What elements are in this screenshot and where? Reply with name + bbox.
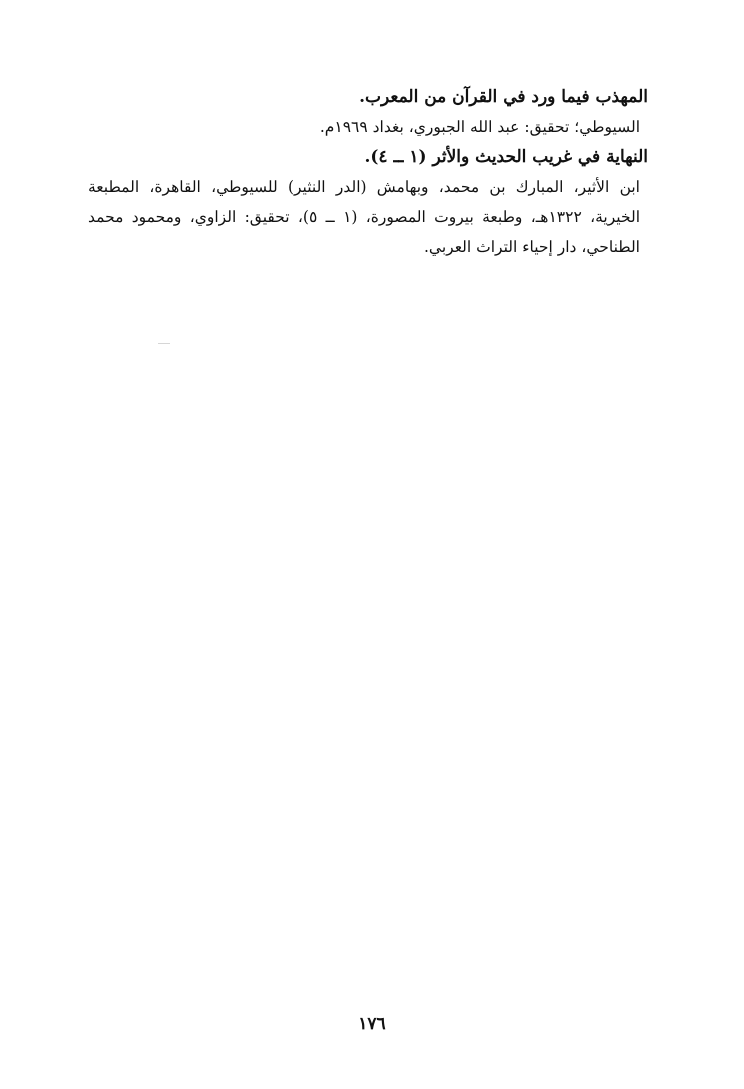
scan-speck [158,343,170,344]
entry-title: المهذب فيما ورد في القرآن من المعرب. [359,87,648,107]
entry-title: النهاية في غريب الحديث والأثر (١ ــ ٤). [364,147,648,167]
page-number: ١٧٦ [358,1014,386,1034]
entry-details: السيوطي؛ تحقيق: عبد الله الجبوري، بغداد ١٩٦٩م. [319,118,640,136]
entry-details: ابن الأثير، المبارك بن محمد، وبهامش (الدر النثير) للسيوطي، القاهرة، المطبعة الخيرية، ١٣٢٢هـ، وطبعة بيروت المصورة، (١ ــ ٥)، تحقيق: الزاوي، ومحمود محمد الطناحي، دار إحياء التراث العربي. [88,178,641,256]
bibliography-entry [88,82,648,142]
bibliography-entries [88,82,648,262]
bibliography-entry [88,142,648,262]
